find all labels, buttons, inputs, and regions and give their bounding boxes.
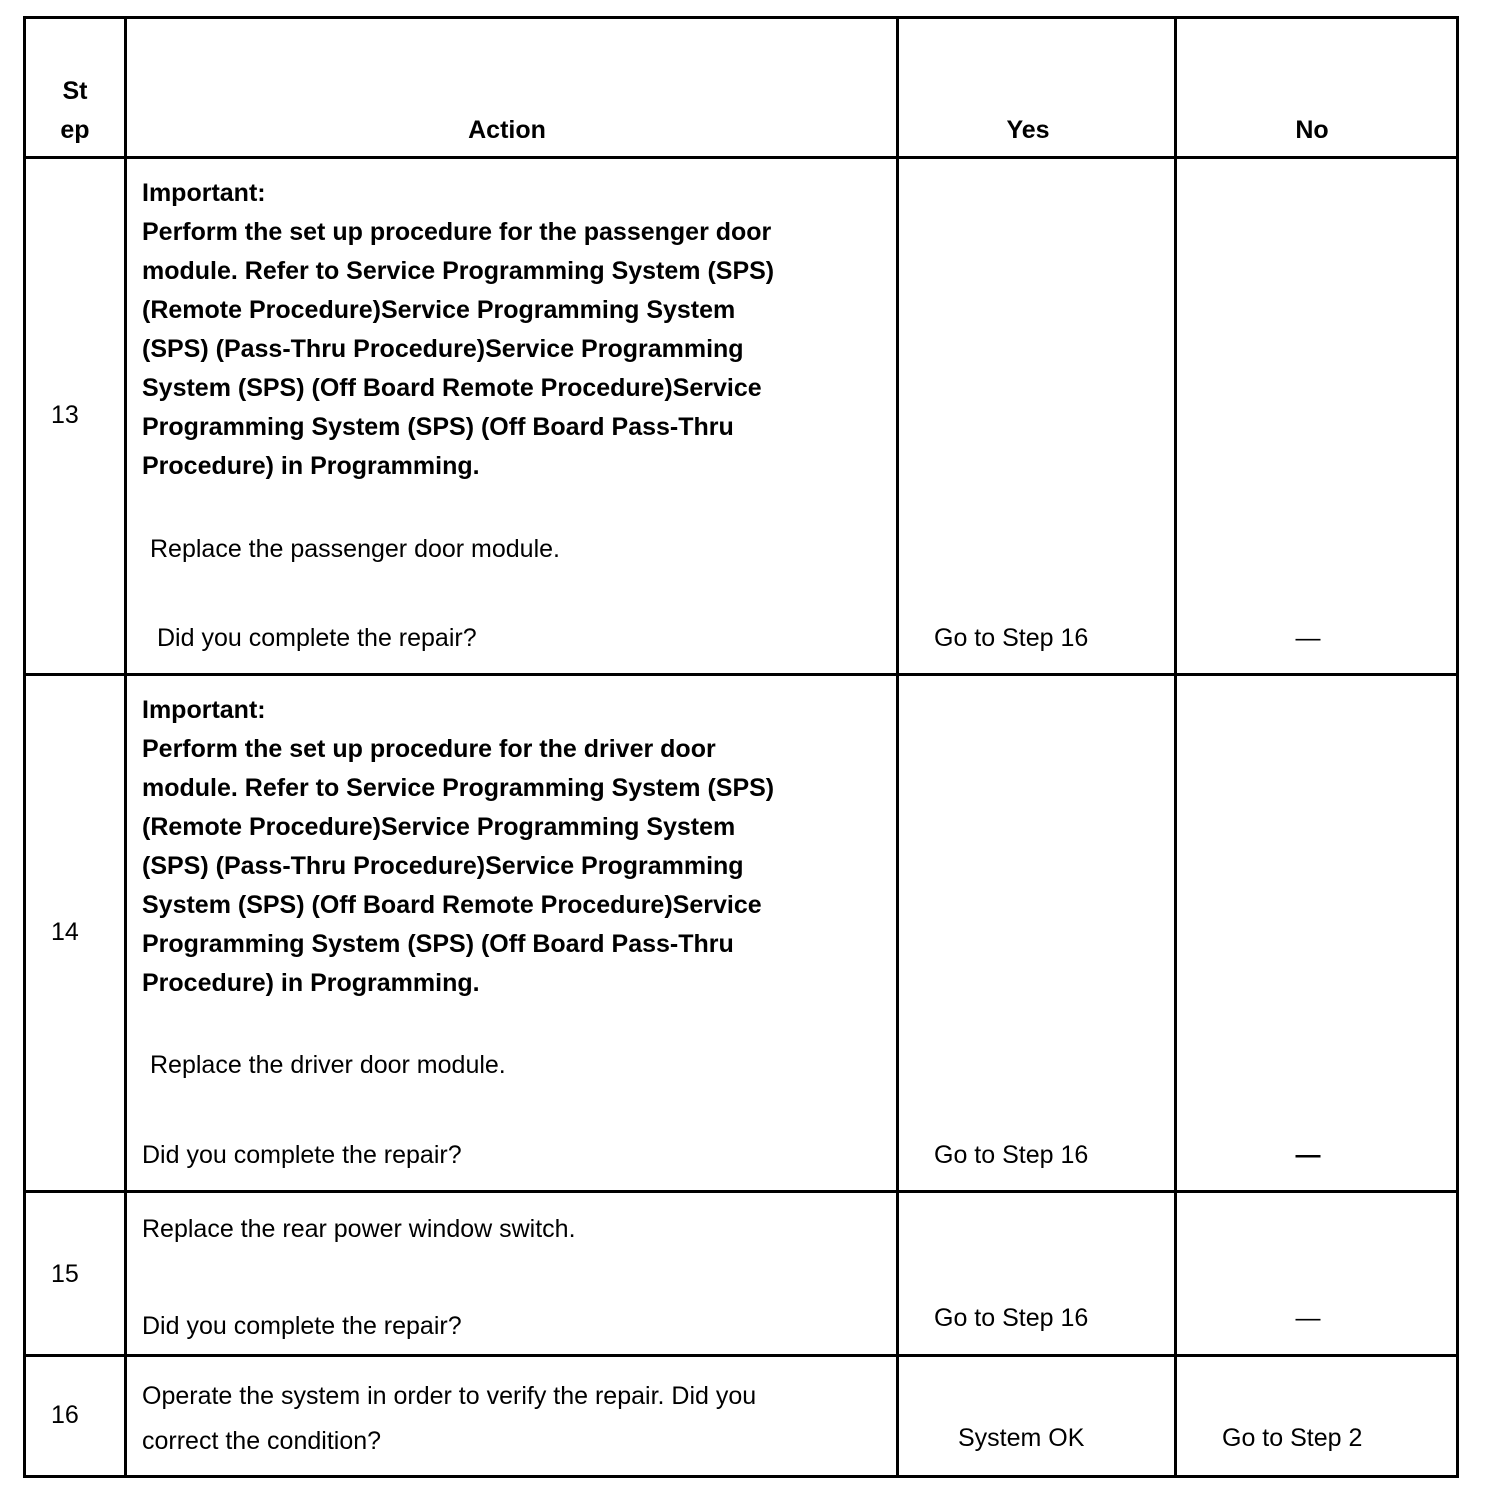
no-result-15: —	[1295, 1304, 1321, 1332]
header-yes: Yes	[1006, 116, 1050, 144]
table-border-bottom	[23, 1475, 1459, 1478]
question-15: Did you complete the repair?	[142, 1312, 462, 1340]
step-number-14: 14	[51, 918, 79, 946]
step-number-15: 15	[51, 1260, 79, 1288]
important-text-13	[142, 213, 774, 486]
header-no: No	[1295, 116, 1329, 144]
header-divider	[23, 156, 1459, 159]
important-line: System (SPS) (Off Board Remote Procedure)Service	[142, 374, 762, 402]
table-border-top	[23, 16, 1459, 19]
action-line: Operate the system in order to verify the repair. Did you	[142, 1382, 757, 1410]
yes-result-14: Go to Step 16	[934, 1141, 1089, 1169]
important-line: Procedure) in Programming.	[142, 452, 480, 480]
important-line: Perform the set up procedure for the driver door	[142, 735, 716, 763]
row-divider-14	[23, 1190, 1459, 1193]
important-line: module. Refer to Service Programming System (SPS)	[142, 774, 775, 802]
table-border-left	[23, 16, 26, 1478]
action-line: correct the condition?	[142, 1427, 382, 1455]
important-line: (SPS) (Pass-Thru Procedure)Service Programming	[142, 852, 744, 880]
important-line: (Remote Procedure)Service Programming System	[142, 296, 736, 324]
yes-result-15: Go to Step 16	[934, 1304, 1089, 1332]
important-line: (SPS) (Pass-Thru Procedure)Service Programming	[142, 335, 744, 363]
no-result-14: —	[1295, 1141, 1321, 1169]
yes-result-13: Go to Step 16	[934, 624, 1089, 652]
step-number-13: 13	[51, 401, 79, 429]
important-line: Programming System (SPS) (Off Board Pass-Thru	[142, 930, 734, 958]
instruction-13: Replace the passenger door module.	[150, 535, 560, 563]
column-divider-yes	[1174, 16, 1177, 1478]
header-step-line2: ep	[60, 116, 90, 144]
column-divider-action	[896, 16, 899, 1478]
header-step	[26, 72, 124, 150]
important-line: Procedure) in Programming.	[142, 969, 480, 997]
important-label-14: Important:	[142, 696, 266, 724]
question-14: Did you complete the repair?	[142, 1141, 462, 1169]
yes-result-16: System OK	[958, 1424, 1085, 1452]
instruction-15: Replace the rear power window switch.	[142, 1215, 576, 1243]
important-line: Programming System (SPS) (Off Board Pass-Thru	[142, 413, 734, 441]
instruction-14: Replace the driver door module.	[150, 1051, 506, 1079]
step-number-16: 16	[51, 1401, 79, 1429]
no-result-16: Go to Step 2	[1222, 1424, 1363, 1452]
important-line: (Remote Procedure)Service Programming System	[142, 813, 736, 841]
important-line: System (SPS) (Off Board Remote Procedure)Service	[142, 891, 762, 919]
action-text-16	[142, 1374, 756, 1464]
question-13: Did you complete the repair?	[157, 624, 477, 652]
table-border-right	[1456, 16, 1459, 1478]
column-divider-step	[124, 16, 127, 1478]
important-line: module. Refer to Service Programming System (SPS)	[142, 257, 775, 285]
important-line: Perform the set up procedure for the passenger door	[142, 218, 772, 246]
no-result-13: —	[1295, 624, 1321, 652]
important-text-14	[142, 730, 774, 1003]
diagnostic-table	[23, 16, 1459, 1478]
header-step-line1: St	[62, 77, 88, 105]
header-action: Action	[468, 116, 546, 144]
row-divider-15	[23, 1354, 1459, 1357]
important-label-13: Important:	[142, 179, 266, 207]
row-divider-13	[23, 673, 1459, 676]
